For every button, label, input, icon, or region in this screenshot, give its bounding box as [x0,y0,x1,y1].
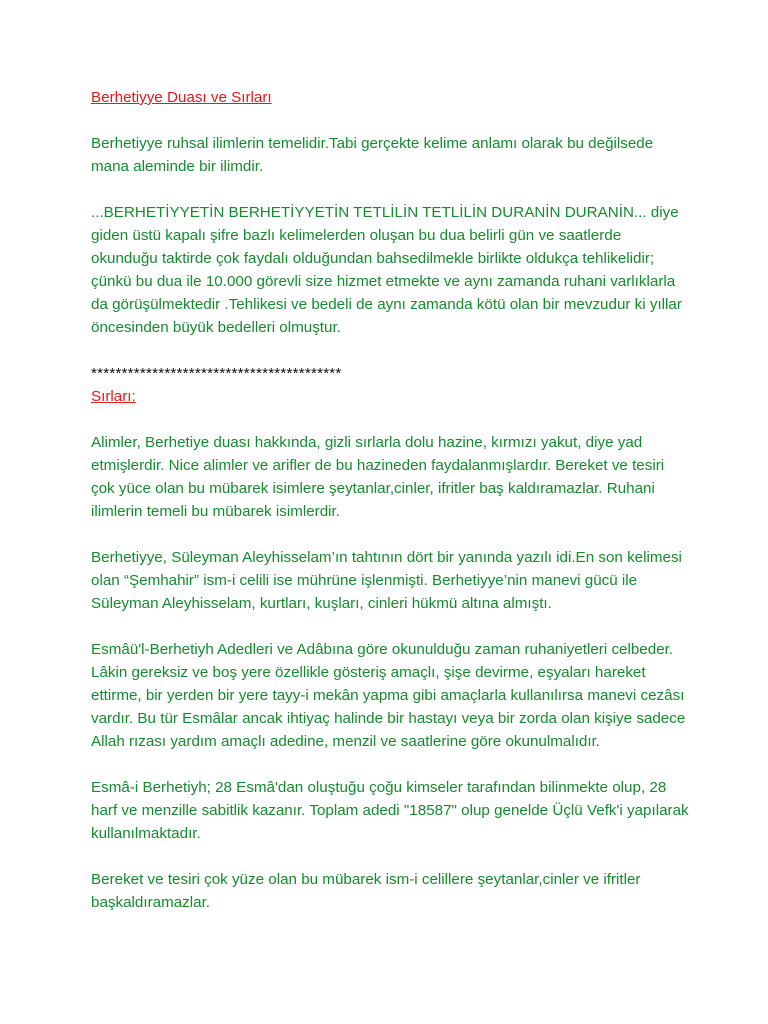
paragraph-intro: Berhetiyye ruhsal ilimlerin temelidir.Tabi gerçekte kelime anlamı olarak bu değilsede mana aleminde bir ilimdir. [91,135,654,175]
paragraph-esma-adab: Esmâü'l-Berhetiyh Adedleri ve Adâbına göre okunulduğu zaman ruhaniyetleri celbeder. Lâkin gereksiz ve boş yere özellikle gösteriş amaçlı, şişe devirme, eşyaları hareket ettirme, bir yerden bir yere tayy-i mekân yapma gibi amaçlarla kullanılırsa manevi cezâsı vardır. Bu tür Esmâlar ancak ihtiyaç halinde bir hastayı veya bir zorda olan kişiye sadece Allah rızası yardım amaçlı adedine, menzil ve saatlerine göre okunulmalıdır. [91,641,686,750]
spacer [91,109,691,132]
paragraph-suleyman: Berhetiyye, Süleyman Aleyhisselam’ın tahtının dört bir yanında yazılı idi.En son kelimesi olan “Şemhahir” ism-i celili ise mührüne işlenmişti. Berhetiyye’nin manevi gücü ile Süleyman Aleyhisselam, kurtları, kuşları, cinleri hükmü altına almıştı. [91,549,682,612]
document-title: Berhetiyye Duası ve Sırları [91,89,272,106]
spacer [91,408,691,431]
paragraph-scholars: Alimler, Berhetiye duası hakkında, gizli sırlarla dolu hazine, kırmızı yakut, diye yad etmişlerdir. Nice alimler ve arifler de bu hazineden faydalanmışlardır. Bereket ve tesiri çok yüce olan bu mübarek isimlere şeytanlar,cinler, ifritler baş kaldıramazlar. Ruhani ilimlerin temeli bu mübarek isimlerdir. [91,434,665,520]
spacer [91,753,691,776]
document-page [91,86,691,914]
paragraph-blessing: Bereket ve tesiri çok yüze olan bu mübarek ism-i celillere şeytanlar,cinler ve ifritler başkaldıramazlar. [91,871,641,911]
spacer [91,339,691,362]
separator-line: ***************************************** [91,365,342,382]
section-heading-secrets: Sırları: [91,388,136,405]
spacer [91,178,691,201]
paragraph-prayer-description: ...BERHETİYYETİN BERHETİYYETİN TETLİLİN TETLİLİN DURANİN DURANİN... diye giden üstü kapalı şifre bazlı kelimelerden oluşan bu dua belirli gün ve saatlerde okunduğu taktirde çok faydalı olduğundan bahsedilmekle birlikte oldukça tehlikelidir; çünkü bu dua ile 10.000 görevli size hizmet etmekte ve aynı zamanda ruhani varlıklarla da görüşülmektedir .Tehlikesi ve bedeli de aynı zamanda kötü olan bir mevzudur ki yıllar öncesinden büyük bedelleri olmuştur. [91,204,682,336]
spacer [91,523,691,546]
paragraph-esma-count: Esmâ-i Berhetiyh; 28 Esmâ'dan oluştuğu çoğu kimseler tarafından bilinmekte olup, 28 harf ve menzille sabitlik kazanır. Toplam adedi "18587" olup genelde Üçlü Vefk'i yapılarak kullanılmaktadır. [91,779,689,842]
spacer [91,615,691,638]
spacer [91,845,691,868]
